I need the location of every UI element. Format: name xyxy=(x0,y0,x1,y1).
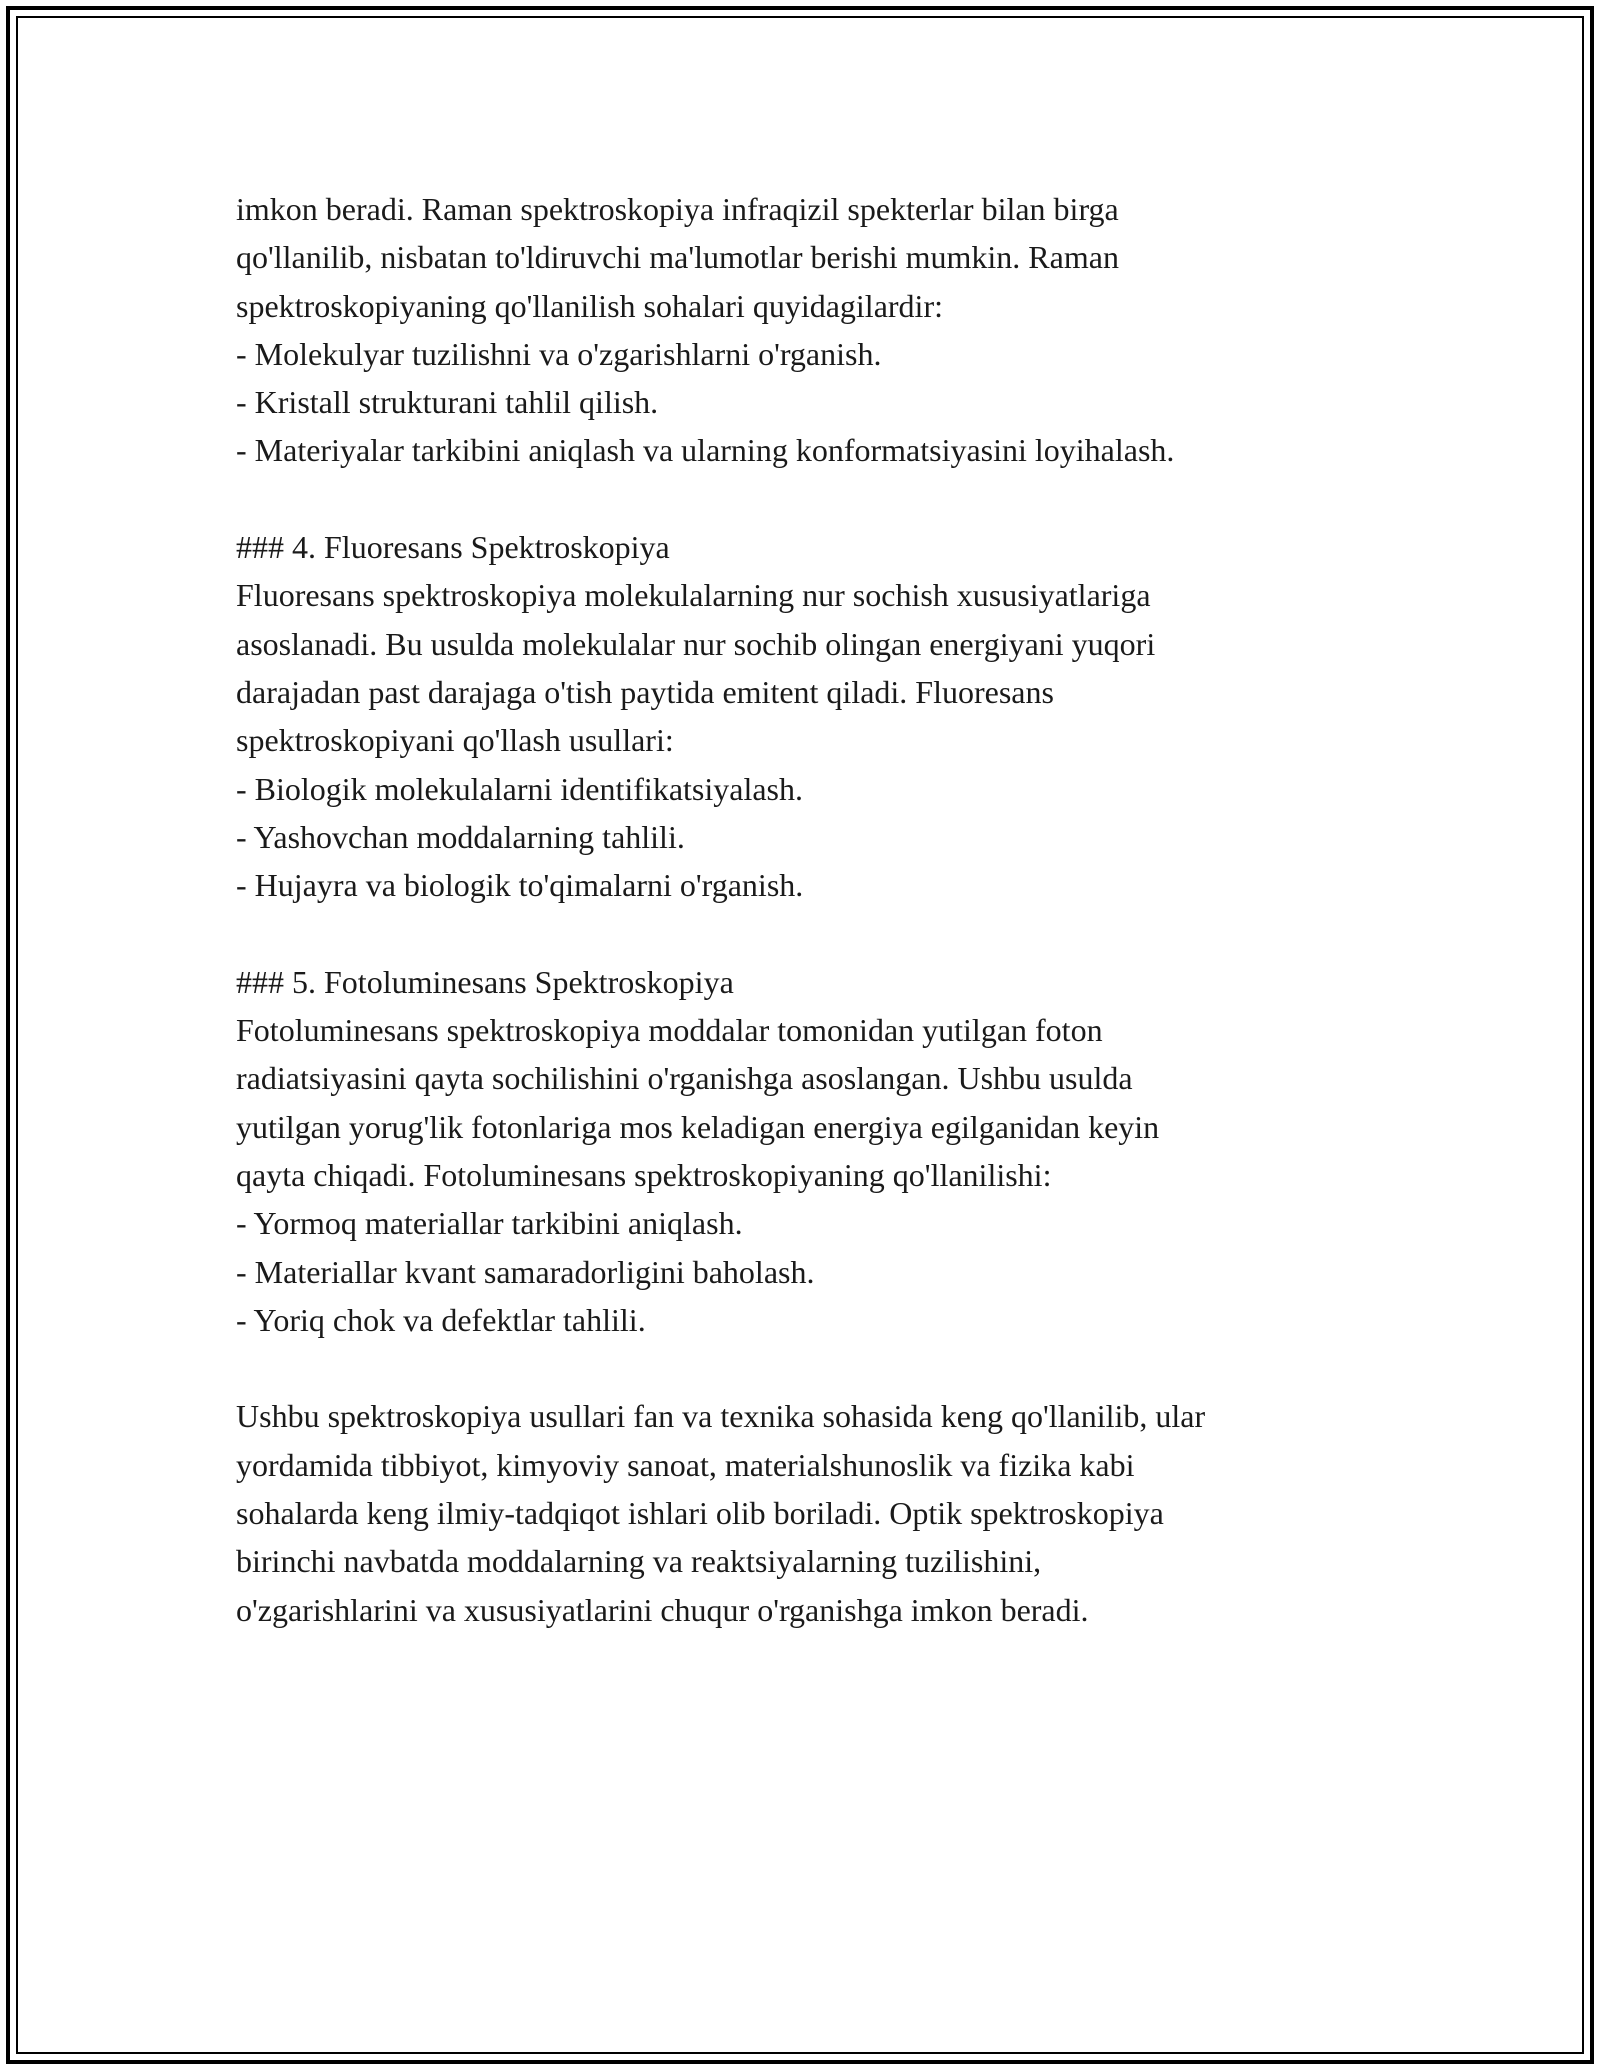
document-body xyxy=(236,185,1386,1634)
paragraph-gap xyxy=(236,475,1386,523)
paragraph-gap xyxy=(236,909,1386,957)
paragraph-line: asoslanadi. Bu usulda molekulalar nur sochib olingan energiyani yuqori xyxy=(236,625,1156,662)
paragraph-line: radiatsiyasini qayta sochilishini o'rganishga asoslangan. Ushbu usulda xyxy=(236,1060,1133,1097)
paragraph-line: yordamida tibbiyot, kimyoviy sanoat, materialshunoslik va fizika kabi xyxy=(236,1446,1135,1483)
paragraph-line: qo'llanilib, nisbatan to'ldiruvchi ma'lumotlar berishi mumkin. Raman xyxy=(236,239,1119,276)
list-item: - Molekulyar tuzilishni va o'zgarishlarni o'rganish. xyxy=(236,335,882,372)
paragraph-line: Ushbu spektroskopiya usullari fan va texnika sohasida keng qo'llanilib, ular xyxy=(236,1398,1206,1435)
list-item: - Biologik molekulalarni identifikatsiyalash. xyxy=(236,770,803,807)
paragraph-line: imkon beradi. Raman spektroskopiya infraqizil spekterlar bilan birga xyxy=(236,191,1119,227)
section-fluoresans xyxy=(236,523,1386,909)
list-item: - Yormoq materiallar tarkibini aniqlash. xyxy=(236,1205,743,1242)
list-item: - Kristall strukturani tahlil qilish. xyxy=(236,384,659,421)
paragraph-line: yutilgan yorug'lik fotonlariga mos keladigan energiya egilganidan keyin xyxy=(236,1108,1160,1145)
list-item: - Materiyalar tarkibini aniqlash va ularning konformatsiyasini loyihalash. xyxy=(236,432,1175,469)
paragraph-line: spektroskopiyaning qo'llanilish sohalari quyidagilardir: xyxy=(236,287,943,324)
list-item: - Yashovchan moddalarning tahlili. xyxy=(236,818,685,855)
paragraph-line: sohalarda keng ilmiy-tadqiqot ishlari olib boriladi. Optik spektroskopiya xyxy=(236,1495,1164,1532)
intro-paragraph xyxy=(236,185,1386,475)
paragraph-line: qayta chiqadi. Fotoluminesans spektroskopiyaning qo'llanilishi: xyxy=(236,1156,1052,1193)
section-fotoluminesans xyxy=(236,958,1386,1344)
paragraph-line: spektroskopiyani qo'llash usullari: xyxy=(236,722,674,759)
paragraph-gap xyxy=(236,1344,1386,1392)
section-heading: ### 5. Fotoluminesans Spektroskopiya xyxy=(236,963,734,1000)
paragraph-line: darajadan past darajaga o'tish paytida emitent qiladi. Fluoresans xyxy=(236,673,1054,710)
conclusion-paragraph xyxy=(236,1392,1386,1633)
list-item: - Yoriq chok va defektlar tahlili. xyxy=(236,1301,646,1338)
paragraph-line: Fluoresans spektroskopiya molekulalarning nur sochish xususiyatlariga xyxy=(236,577,1151,614)
list-item: - Hujayra va biologik to'qimalarni o'rganish. xyxy=(236,867,804,904)
paragraph-line: birinchi navbatda moddalarning va reaktsiyalarning tuzilishini, xyxy=(236,1543,1042,1580)
paragraph-line: o'zgarishlarini va xususiyatlarini chuqur o'rganishga imkon beradi. xyxy=(236,1591,1089,1628)
section-heading: ### 4. Fluoresans Spektroskopiya xyxy=(236,529,670,566)
paragraph-line: Fotoluminesans spektroskopiya moddalar tomonidan yutilgan foton xyxy=(236,1012,1103,1049)
list-item: - Materiallar kvant samaradorligini baholash. xyxy=(236,1253,815,1290)
